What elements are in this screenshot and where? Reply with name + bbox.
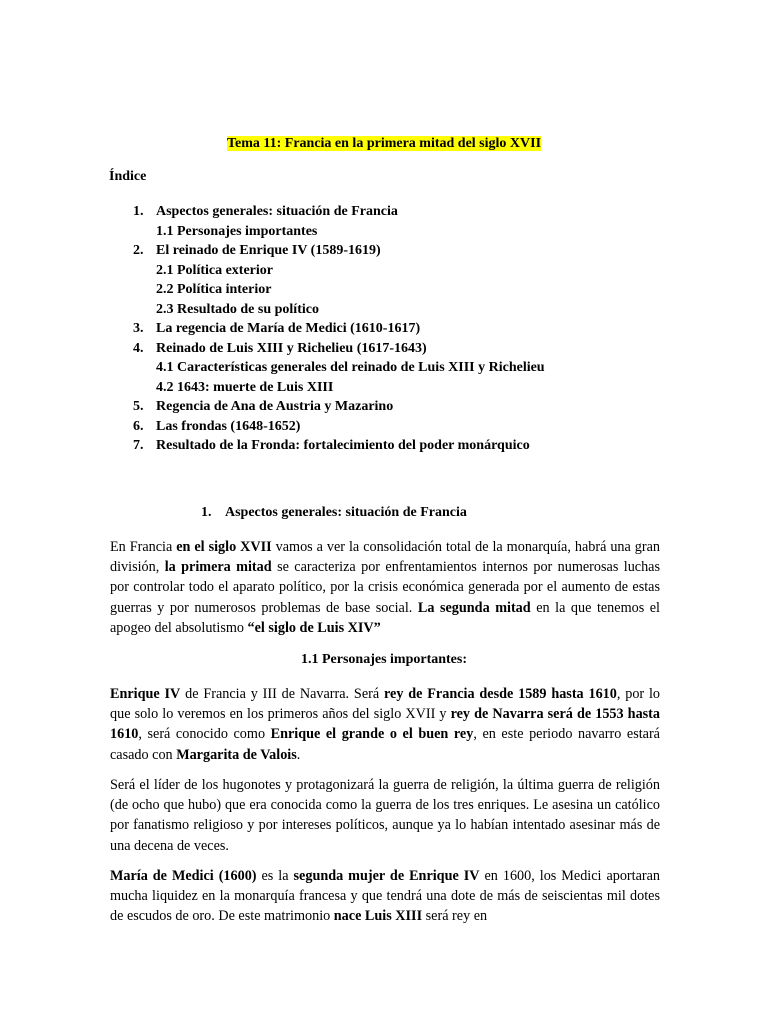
title-container [0, 134, 768, 153]
paragraph-bold-text: María de Medici (1600) [110, 868, 257, 884]
toc-item [109, 202, 709, 222]
paragraph-text: , en este periodo navarro estará casado con [110, 726, 660, 763]
paragraph-intro [110, 537, 660, 638]
paragraph-bold-text: la primera mitad [164, 559, 272, 576]
toc-item-label: Regencia de Ana de Austria y Mazarino [156, 399, 394, 414]
toc-item-label: Aspectos generales: situación de Francia [156, 204, 398, 219]
toc-item [109, 358, 709, 378]
section-number: 1. [201, 505, 212, 520]
toc-item-label: 4.1 Características generales del reinado de Luis XIII y Richelieu [156, 360, 545, 375]
toc-item-number: 6. [133, 418, 144, 434]
paragraph-text: en la que tenemos el apogeo del absolutismo [110, 599, 660, 636]
index-heading: Índice [109, 169, 147, 184]
paragraph-text: En Francia [110, 539, 177, 555]
paragraph-bold-text: Margarita de Valois [176, 746, 297, 763]
toc-item-label: 4.2 1643: muerte de Luis XIII [156, 379, 334, 395]
paragraph-text: , por lo que solo lo veremos en los primeros años del siglo XVII y [110, 686, 661, 723]
toc-item-number: 7. [133, 438, 144, 453]
paragraph-text: de Francia y III de Navarra. Será [180, 686, 384, 702]
paragraph-bold-text: La segunda mitad [417, 599, 531, 616]
paragraph-text: será rey en [422, 908, 488, 925]
section-title: Aspectos generales: situación de Francia [225, 505, 467, 520]
toc-item [109, 222, 709, 242]
paragraph-text: vamos a ver la consolidación total de la monarquía, habrá una gran división, [110, 539, 660, 576]
toc-item [109, 397, 709, 417]
paragraph-text: . [296, 746, 301, 763]
toc-item [109, 378, 709, 398]
paragraph-text: en 1600, los Medici aportaran mucha liquidez en la monarquía francesa y que tendrá una dote de más de seiscientas mil dotes de escudos de oro. De este matrimonio [110, 868, 661, 925]
toc-item [109, 339, 709, 359]
paragraph-hugonotes: Será el líder de los hugonotes y protagonizará la guerra de religión, la última guerra de religión (de ocho que hubo) que era conocida como la guerra de los tres enriques. Le asesina un católico por fanatismo religioso y por intereses políticos, aunque ya lo habían intentado asesinar más de una decena de veces. [110, 777, 660, 854]
toc-item-number: 3. [133, 321, 144, 336]
toc-item-label: El reinado de Enrique IV (1589-1619) [156, 243, 381, 258]
paragraph-bold-text: Enrique el grande o el buen rey [270, 726, 474, 743]
toc-item [109, 417, 709, 437]
paragraph-bold-text: Enrique IV [110, 686, 181, 702]
toc-item-label: 2.1 Política exterior [156, 262, 274, 278]
paragraph-bold-text: rey de Francia desde 1589 hasta 1610 [383, 686, 617, 702]
paragraph-bold-text: segunda mujer de Enrique IV [293, 868, 480, 884]
toc-item [109, 319, 709, 339]
toc-item-label: 2.2 Política interior [156, 282, 272, 297]
toc-item-number: 2. [133, 243, 144, 258]
paragraph-text: , será conocido como [138, 726, 271, 743]
paragraph-enrique [110, 684, 660, 765]
toc-item-label: Reinado de Luis XIII y Richelieu (1617-1643) [156, 340, 427, 356]
paragraph-bold-text: rey de Navarra será de 1553 hasta 1610 [110, 706, 661, 743]
toc-item [109, 280, 709, 300]
toc-item-label: Las frondas (1648-1652) [156, 418, 301, 434]
paragraph-text: es la [256, 868, 294, 884]
toc-item-number: 5. [133, 399, 144, 414]
paragraph-bold-text: “el siglo de Luis XIV” [247, 619, 381, 636]
toc-item-number: 4. [133, 340, 144, 356]
subsection-heading: 1.1 Personajes importantes: [300, 652, 468, 667]
toc-item-label: Resultado de la Fronda: fortalecimiento del poder monárquico [156, 438, 530, 453]
document-title: Tema 11: Francia en la primera mitad del siglo XVII [226, 136, 542, 151]
paragraph-bold-text: nace Luis XIII [333, 908, 423, 925]
paragraph-text: se caracteriza por enfrentamientos internos por numerosas luchas por controlar todo el aparato político, por la crisis económica generada por el aumento de estas guerras y por numerosos problemas de base social. [110, 559, 660, 616]
toc-item-number: 1. [133, 204, 144, 219]
toc-item-label: 1.1 Personajes importantes [156, 223, 318, 239]
toc-item [109, 300, 709, 320]
toc-item-label: La regencia de María de Medici (1610-1617) [156, 321, 421, 336]
table-of-contents [109, 202, 709, 456]
toc-item [109, 241, 709, 261]
paragraph-bold-text: en el siglo XVII [176, 539, 272, 555]
toc-item [109, 261, 709, 281]
paragraph-maria [110, 866, 660, 927]
toc-item-label: 2.3 Resultado de su político [156, 301, 319, 317]
toc-item [109, 436, 709, 456]
